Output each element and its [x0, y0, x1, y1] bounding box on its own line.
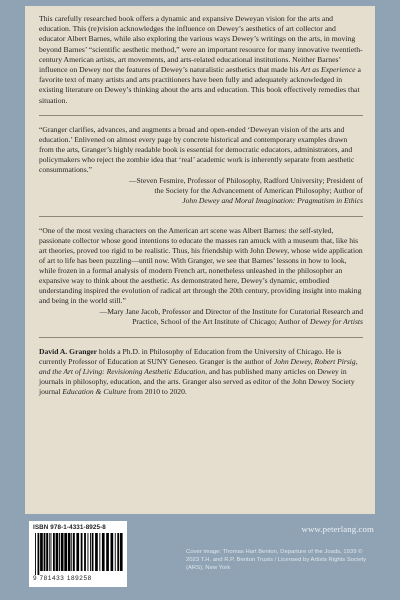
attribution-line: the Society for the Advancement of American Philosophy; Author of [154, 186, 363, 196]
barcode-bar [46, 533, 48, 571]
barcode-bar [84, 533, 86, 571]
bio-text: from 2010 to 2020. [126, 386, 187, 396]
endorsement-attribution-1 [39, 176, 363, 206]
author-name: David A. Granger [39, 346, 98, 356]
attribution-book-title: Dewey for Artists [309, 317, 363, 327]
barcode-bar [76, 533, 79, 571]
bio-journal-title: Education & Culture [62, 386, 127, 396]
attribution-book-title: John Dewey and Moral Imagination: Pragmatism in Ethics [182, 196, 363, 206]
barcode-bar [38, 533, 40, 575]
barcode-bar [99, 533, 100, 571]
barcode-digits: 9 781433 189258 [33, 575, 92, 582]
divider [39, 115, 363, 116]
cover-image-credit: Cover image: Thomas Hart Benton, Departure of the Joads, 1939 © 2023 T.H. and R.P. Benton Trusts / Licensed by Artists Rights Society (ARS), New York [186, 549, 367, 571]
barcode-bar [90, 533, 91, 571]
barcode-bar [102, 533, 105, 571]
barcode-bar [51, 533, 52, 571]
publisher-website[interactable]: www.peterlang.com [301, 524, 374, 534]
barcode-bar [92, 533, 94, 571]
endorsement-quote-1: “Granger clarifies, advances, and augments a broad and open-ended ‘Deweyan vision of the arts and education.’ Enlivened on almost every page by concrete historical and contemporary examples drawn from the arts, Granger’s highly readable book is essential for democratic educators, administrators, and policymakers who reject the zombie idea that ‘real’ academic work is inherently separate from aesthetic consummations.” [39, 124, 355, 175]
barcode-bar [61, 533, 64, 571]
barcode-bar [73, 533, 75, 571]
book-description [39, 14, 363, 106]
barcode-bar [44, 533, 46, 571]
endorsement-attribution-2 [39, 307, 363, 327]
description-italic-title: Art as Experience [300, 65, 356, 75]
divider [39, 337, 363, 338]
barcode-bar [81, 533, 83, 571]
barcode-bar [40, 533, 43, 571]
attribution-line: Practice, School of the Art Institute of Chicago; Author of [132, 317, 310, 327]
barcode-bar [117, 533, 119, 571]
bio-text: holds a Ph.D. in Philosophy of Education from the University of Chicago. He is currently Professor of Education at SUNY Geneseo. Granger is the author of [39, 346, 342, 366]
isbn-label: ISBN 978-1-4331-8925-8 [33, 524, 106, 531]
barcode-bar [56, 533, 59, 571]
bio-text: , and has published many articles on Dewey in journals in philosophy, education, and the arts. Granger also served as editor of the John Dewey Society journal [39, 366, 355, 396]
bio-book-title: John Dewey, Robert Pirsig, and the Art of Living: Revisioning Aesthetic Education [39, 356, 358, 376]
barcode-bar [115, 533, 116, 571]
barcode-bar [120, 533, 123, 571]
isbn-barcode [29, 521, 127, 587]
description-text: This carefully researched book offers a dynamic and expansive Deweyan vision for the arts and education. This (re)vision acknowledges the influence on Dewey’s aesthetics of art collector and educator Albert Barnes, while also exploring the various ways Dewey’s writings on the arts, in moving beyond Barnes’ “scientific aesthetic method,” were an important resource for many innovative twentieth-century American artists, art movements, and arts-related educational institutions. Neither Barnes’ influence on Dewey nor the features of Dewey’s naturalistic aesthetics that made his [39, 14, 363, 75]
barcode-bar [68, 533, 71, 571]
barcode-bars [33, 533, 123, 575]
barcode-bar [49, 533, 50, 571]
barcode-bar [53, 533, 55, 571]
attribution-line: —Mary Jane Jacob, Professor and Director of the Institute for Curatorial Research and [99, 307, 363, 317]
barcode-bar [111, 533, 114, 571]
barcode-bar [59, 533, 60, 571]
barcode-bar [35, 533, 36, 575]
back-cover-text-panel [25, 6, 375, 514]
description-text-end: a favorite text of many artists and arts practitioners have been fully and adequately acknowledged in existing literature on Dewey’s thinking about the arts and education. This book effectively remedies that situation. [39, 65, 361, 105]
author-bio [39, 347, 363, 397]
barcode-bar [106, 533, 109, 571]
barcode-bar [71, 533, 72, 571]
barcode-bar [88, 533, 89, 571]
barcode-bar [95, 533, 98, 571]
barcode-bar [64, 533, 67, 571]
attribution-line: —Steven Fesmire, Professor of Philosophy, Radford University; President of [128, 176, 363, 186]
endorsement-quote-2: “One of the most vexing characters on the American art scene was Albert Barnes: the self-styled, passionate collector whose good intentions to educate the masses ran amuck with a museum that, like his art theories, proved too rigid to be realistic. Thus, his friendship with John Dewey, whose wide application of art to life has been puzzling—until now. With Granger, we see that Barnes’ lessons in how to look, while frozen in a formal analysis of modern French art, nonetheless unleashed in the philosopher an expansive way to think about the aesthetic. As demonstrated here, Dewey’s dynamic, embodied understanding inspired the evolution of radical art through the 20th century, providing insight into making and being in the world still.” [39, 225, 363, 306]
divider [39, 216, 363, 217]
